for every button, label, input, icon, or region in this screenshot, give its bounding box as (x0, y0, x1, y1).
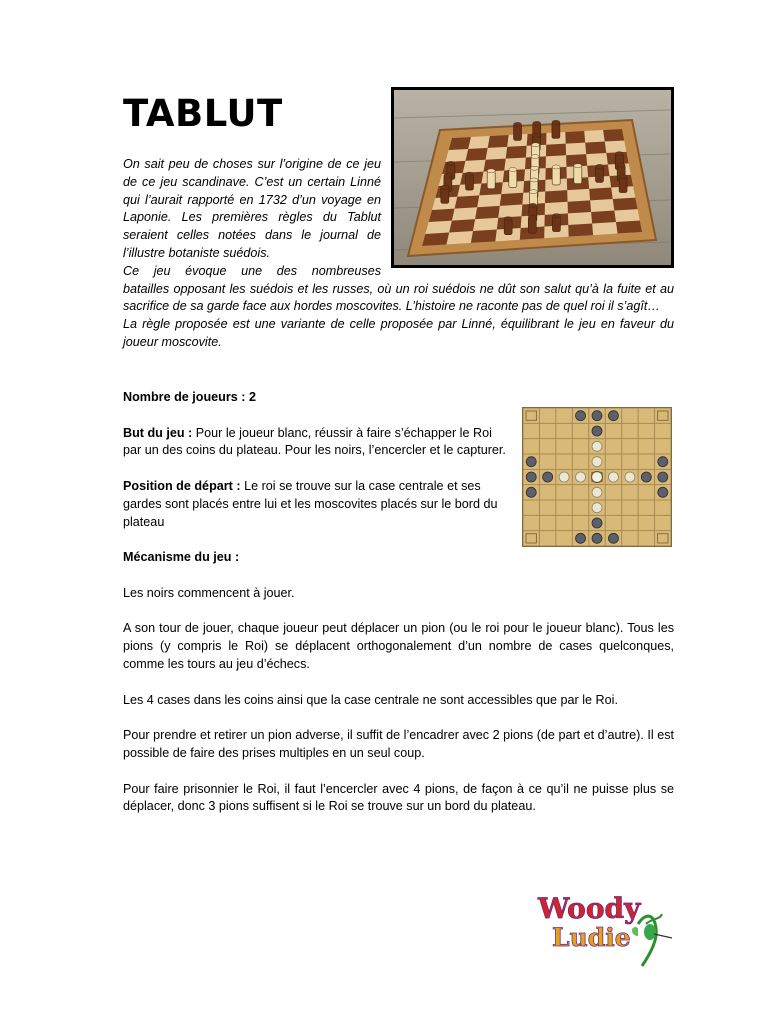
start-paragraph (123, 478, 511, 531)
page-title: TABLUT (123, 92, 283, 135)
black-pawn (658, 472, 668, 482)
board-square (488, 135, 509, 148)
board-square (565, 131, 585, 144)
dark-wood-piece-top (514, 122, 522, 126)
king-piece (592, 472, 603, 483)
mechanics-paragraph-1: Les noirs commencent à jouer. (123, 585, 295, 600)
black-pawn (658, 487, 668, 497)
woody-ludie-logo (534, 884, 676, 970)
black-pawn (576, 533, 586, 543)
intro-text (123, 156, 674, 352)
black-pawn (526, 487, 536, 497)
black-pawn (608, 411, 618, 421)
black-pawn (592, 518, 602, 528)
mechanics-paragraph-3: Les 4 cases dans les coins ainsi que la case centrale ne sont accessibles que par le Roi. (123, 692, 618, 707)
goal-text: Pour le joueur blanc, réussir à faire s’échapper le Roi par un des coins du plateau. Pour les noirs, l’encercler et le capturer. (123, 425, 506, 458)
mechanics-paragraph-2: A son tour de jouer, chaque joueur peut déplacer un pion (ou le roi pour le joueur blanc). Tous les pions (y compris le Roi) se déplacent orthogonalement d’un nombre de cases quelconques, comme les tours au jeu d’échecs. (123, 621, 674, 671)
players-value: 2 (248, 390, 256, 404)
goal-paragraph (123, 425, 511, 461)
starting-position-diagram (522, 407, 672, 547)
goal-label: But du jeu : (123, 425, 193, 440)
board-square (449, 137, 471, 150)
intro-paragraph-battles: batailles opposant les suédois et les russes, où un roi suédois ne dût son salut qu’à la fuite et au sacrifice de sa garde face aux hordes moscovites. L’histoire ne raconte pas de quel roi il s’agît… (123, 281, 674, 314)
mechanics-paragraph-4: Pour prendre et retirer un pion adverse, il suffit de l’encadrer avec 2 pions (de part et d’autre). Il est possible de faire des prises multiples en un seul coup. (123, 728, 674, 760)
board-square (603, 129, 624, 142)
logo-word-ludie: Ludie (552, 923, 631, 952)
black-pawn (608, 533, 618, 543)
black-pawn (576, 411, 586, 421)
black-pawn (526, 457, 536, 467)
white-pawn (592, 457, 602, 467)
intro-paragraph-origin: On sait peu de choses sur l’origine de ce jeu de ce jeu scandinave. C’est un certain Linné qui l’aurait rapporté en 1732 d’un voyage en Laponie. Les premières règles du Tablut seraient celles notées dans le journal de l’illustre botaniste suédois. (123, 157, 381, 260)
players-label: Nombre de joueurs : (123, 390, 246, 404)
dark-wood-piece-top (532, 133, 540, 137)
hummingbird-icon (632, 914, 672, 966)
white-pawn (592, 487, 602, 497)
intro-paragraph-variant: La règle proposée est une variante de celle proposée par Linné, équilibrant le jeu en faveur du joueur moscovite. (123, 317, 674, 349)
dark-wood-piece (552, 122, 560, 138)
white-pawn (592, 503, 602, 513)
logo-word-woody: Woody (538, 892, 641, 925)
start-text: Le roi se trouve sur la case centrale et ses gardes sont placés entre lui et les moscovites placés sur le bord du plateau (123, 478, 498, 529)
black-pawn (526, 472, 536, 482)
mechanics-paragraph-5: Pour faire prisonnier le Roi, il faut l’encercler avec 4 pions, de façon à ce qu’il ne puisse plus se déplacer, donc 3 pions suffisent si le Roi se trouve sur un bord du plateau. (123, 781, 674, 814)
mechanics-heading: Mécanisme du jeu : (123, 550, 240, 565)
players-line (123, 389, 674, 407)
black-pawn (592, 411, 602, 421)
white-pawn (559, 472, 569, 482)
white-pawn (625, 472, 635, 482)
light-wood-piece-top (532, 143, 540, 147)
board-square (546, 144, 566, 157)
white-pawn (576, 472, 586, 482)
black-pawn (592, 426, 602, 436)
black-pawn (658, 457, 668, 467)
intro-paragraph-battles-start: Ce jeu évoque une des nombreuses (123, 263, 381, 278)
black-pawn (592, 533, 602, 543)
start-label: Position de départ : (123, 478, 241, 493)
white-pawn (592, 441, 602, 451)
dark-wood-piece-top (533, 121, 541, 125)
white-pawn (608, 472, 618, 482)
board-square (585, 142, 606, 155)
dark-wood-piece (514, 124, 522, 140)
black-pawn (641, 472, 651, 482)
black-pawn (543, 472, 553, 482)
dark-wood-piece-top (552, 120, 560, 124)
